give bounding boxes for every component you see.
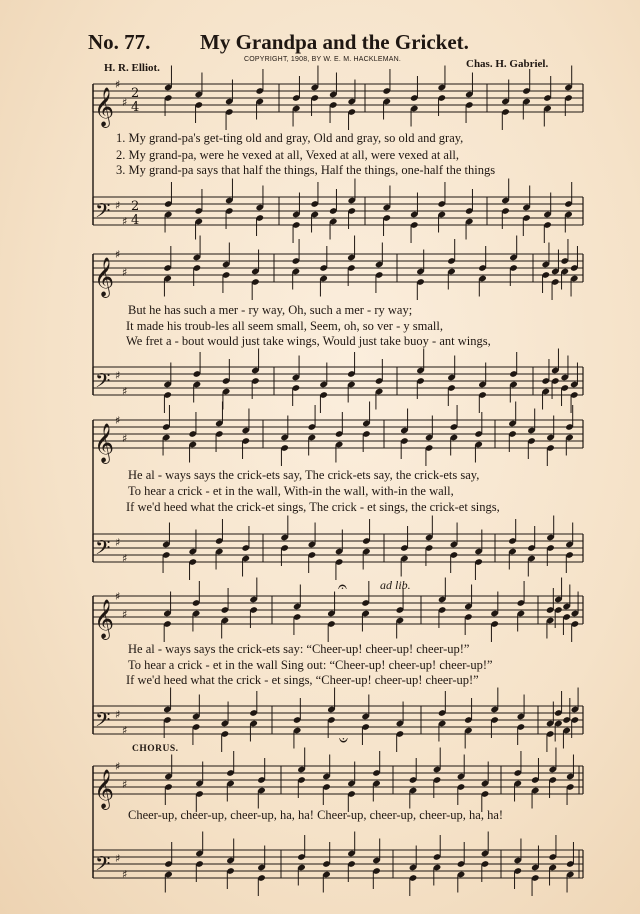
sharp-sign: ♯ xyxy=(122,724,128,737)
chorus-label: CHORUS. xyxy=(132,744,179,754)
sharp-sign: ♯ xyxy=(115,199,121,212)
time-signature: 2 xyxy=(131,199,140,214)
lyric-line: Cheer-up, cheer-up, cheer-up, ha, ha! Cheer-up, cheer-up, cheer-up, ha, ha! xyxy=(128,808,504,822)
lyric-line: 2. My grand-pa, were he vexed at all, Vexed at all, were vexed at all, xyxy=(116,148,460,162)
lyric-line: He al - ways says the crick-ets say: “Cheer-up! cheer-up! cheer-up!” xyxy=(128,642,470,656)
lyric-line: We fret a - bout would just take wings, Would just take buoy - ant wings, xyxy=(126,334,491,348)
lyric-line: 1. My grand-pa's get-ting old and gray, Old and gray, so old and gray, xyxy=(116,131,464,145)
treble-clef: 𝄞 xyxy=(94,599,115,639)
treble-clef: 𝄞 xyxy=(94,769,115,809)
bass-clef: 𝄢 xyxy=(95,199,111,227)
sharp-sign: ♯ xyxy=(122,778,128,791)
lyric-line: 3. My grand-pa says that half the things, Half the things, one-half the things xyxy=(116,163,496,177)
time-signature: 4 xyxy=(131,100,140,115)
sharp-sign: ♯ xyxy=(122,266,128,279)
lyric-line: It made his troub-les all seem small, Seem, oh, so ver - y small, xyxy=(126,319,443,333)
sharp-sign: ♯ xyxy=(122,215,128,228)
sharp-sign: ♯ xyxy=(115,590,121,603)
sharp-sign: ♯ xyxy=(115,708,121,721)
ad-lib-marking: ad lib. xyxy=(380,578,411,592)
hymn-title: My Grandpa and the Gricket. xyxy=(200,30,469,54)
treble-clef: 𝄞 xyxy=(94,423,115,463)
lyricist-credit: H. R. Elliot. xyxy=(104,62,160,74)
fermata: 𝄐 xyxy=(338,577,347,596)
treble-clef: 𝄞 xyxy=(94,87,115,127)
composer-credit: Chas. H. Gabriel. xyxy=(466,58,549,70)
sharp-sign: ♯ xyxy=(122,608,128,621)
hymn-number: No. 77. xyxy=(88,30,151,54)
sharp-sign: ♯ xyxy=(115,414,121,427)
sharp-sign: ♯ xyxy=(115,536,121,549)
lyric-line: If we'd heed what the crick - et sings, “Cheer-up! cheer-up! cheer-up!” xyxy=(126,673,479,687)
lyric-line: To hear a crick - et in the wall Sing out: “Cheer-up! cheer-up! cheer-up!” xyxy=(128,658,493,672)
bass-clef: 𝄢 xyxy=(95,852,111,880)
sharp-sign: ♯ xyxy=(122,552,128,565)
sharp-sign: ♯ xyxy=(115,760,121,773)
sharp-sign: ♯ xyxy=(115,369,121,382)
lyric-line: To hear a crick - et in the wall, With-in the wall, with-in the wall, xyxy=(128,484,454,498)
lyric-line: If we'd heed what the crick-et sings, The crick - et sings, the crick-et sings, xyxy=(126,500,500,514)
copyright-notice: COPYRIGHT, 1908, BY W. E. M. HACKLEMAN. xyxy=(244,56,402,63)
sharp-sign: ♯ xyxy=(122,385,128,398)
treble-clef: 𝄞 xyxy=(94,257,115,297)
lyric-line: He al - ways says the crick-ets say, The crick-ets say, the crick-ets say, xyxy=(128,468,480,482)
time-signature: 4 xyxy=(131,213,140,228)
time-signature: 2 xyxy=(131,86,140,101)
bass-clef: 𝄢 xyxy=(95,708,111,736)
bass-clef: 𝄢 xyxy=(95,369,111,397)
fermata: 𝄑 xyxy=(339,730,348,749)
sharp-sign: ♯ xyxy=(122,432,128,445)
sharp-sign: ♯ xyxy=(122,868,128,881)
sharp-sign: ♯ xyxy=(115,248,121,261)
sharp-sign: ♯ xyxy=(115,852,121,865)
lyric-line: But he has such a mer - ry way, Oh, such a mer - ry way; xyxy=(128,303,413,317)
sharp-sign: ♯ xyxy=(115,78,121,91)
sharp-sign: ♯ xyxy=(122,96,128,109)
bass-clef: 𝄢 xyxy=(95,536,111,564)
